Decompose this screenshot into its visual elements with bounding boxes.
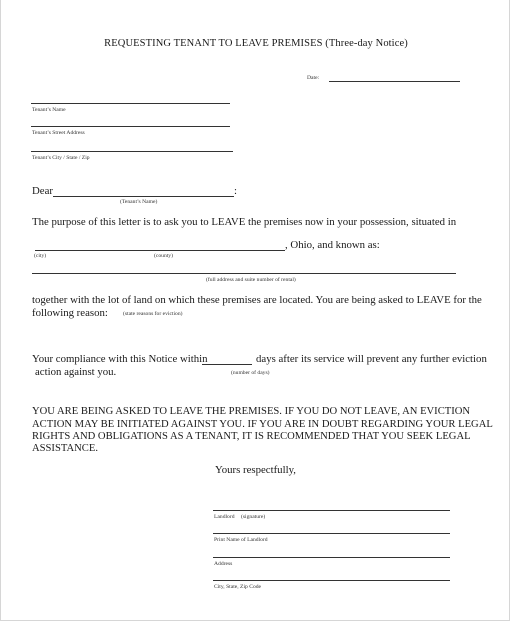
tenant-name-label: Tenant’s Name: [32, 107, 66, 113]
purpose-text: The purpose of this letter is to ask you to LEAVE the premises now in your possession, situated in: [32, 216, 457, 228]
notice-title: REQUESTING TENANT TO LEAVE PREMISES (Three-day Notice): [104, 38, 408, 49]
city-hint: (city): [34, 253, 47, 259]
full-address-hint: (full address and suite number of rental): [206, 277, 296, 283]
compliance-suffix: days after its service will prevent any further eviction: [256, 353, 487, 365]
lot-text: together with the lot of land on which these premises are located. You are being asked to LEAVE for the: [32, 294, 482, 306]
city-state-zip-label: City, State, Zip Code: [214, 584, 262, 590]
reason-label: following reason:: [32, 307, 108, 319]
salutation-name-line[interactable]: [53, 196, 234, 197]
reason-hint: (state reasons for eviction): [123, 311, 183, 317]
ohio-text: , Ohio, and known as:: [285, 239, 380, 251]
days-line[interactable]: [202, 364, 252, 365]
warning-line-1: YOU ARE BEING ASKED TO LEAVE THE PREMISES. IF YOU DO NOT LEAVE, AN EVICTION: [32, 406, 471, 417]
tenant-street-line[interactable]: [31, 126, 230, 127]
print-name-line[interactable]: [213, 533, 450, 534]
date-label: Date:: [307, 75, 320, 81]
tenant-name-line[interactable]: [31, 103, 230, 104]
full-address-line[interactable]: [32, 273, 456, 274]
signature-hint: (signature): [241, 514, 266, 520]
city-state-zip-line[interactable]: [213, 580, 450, 581]
compliance-prefix: Your compliance with this Notice within: [32, 353, 208, 365]
tenant-city-label: Tenant’s City / State / Zip: [32, 155, 90, 161]
address-line[interactable]: [213, 557, 450, 558]
salutation-prefix: Dear: [32, 185, 53, 197]
closing-text: Yours respectfully,: [215, 464, 296, 476]
tenant-street-label: Tenant’s Street Address: [32, 130, 85, 136]
days-hint: (number of days): [231, 370, 270, 376]
warning-line-3: RIGHTS AND OBLIGATIONS AS A TENANT, IT IS RECOMMENDED THAT YOU SEEK LEGAL: [32, 431, 471, 442]
warning-line-2: ACTION MAY BE INITIATED AGAINST YOU. IF YOU ARE IN DOUBT REGARDING YOUR LEGAL: [32, 419, 493, 430]
action-text: action against you.: [35, 366, 117, 378]
tenant-city-line[interactable]: [31, 151, 233, 152]
city-county-line[interactable]: [35, 250, 285, 251]
landlord-label: Landlord: [214, 514, 235, 520]
date-line[interactable]: [329, 81, 460, 82]
print-name-label: Print Name of Landlord: [214, 537, 268, 543]
signature-line[interactable]: [213, 510, 450, 511]
county-hint: (county): [154, 253, 173, 259]
warning-line-4: ASSISTANCE.: [32, 443, 98, 454]
salutation-hint: (Tenant’s Name): [120, 199, 158, 205]
salutation-colon: :: [234, 185, 237, 197]
address-label: Address: [214, 561, 233, 567]
